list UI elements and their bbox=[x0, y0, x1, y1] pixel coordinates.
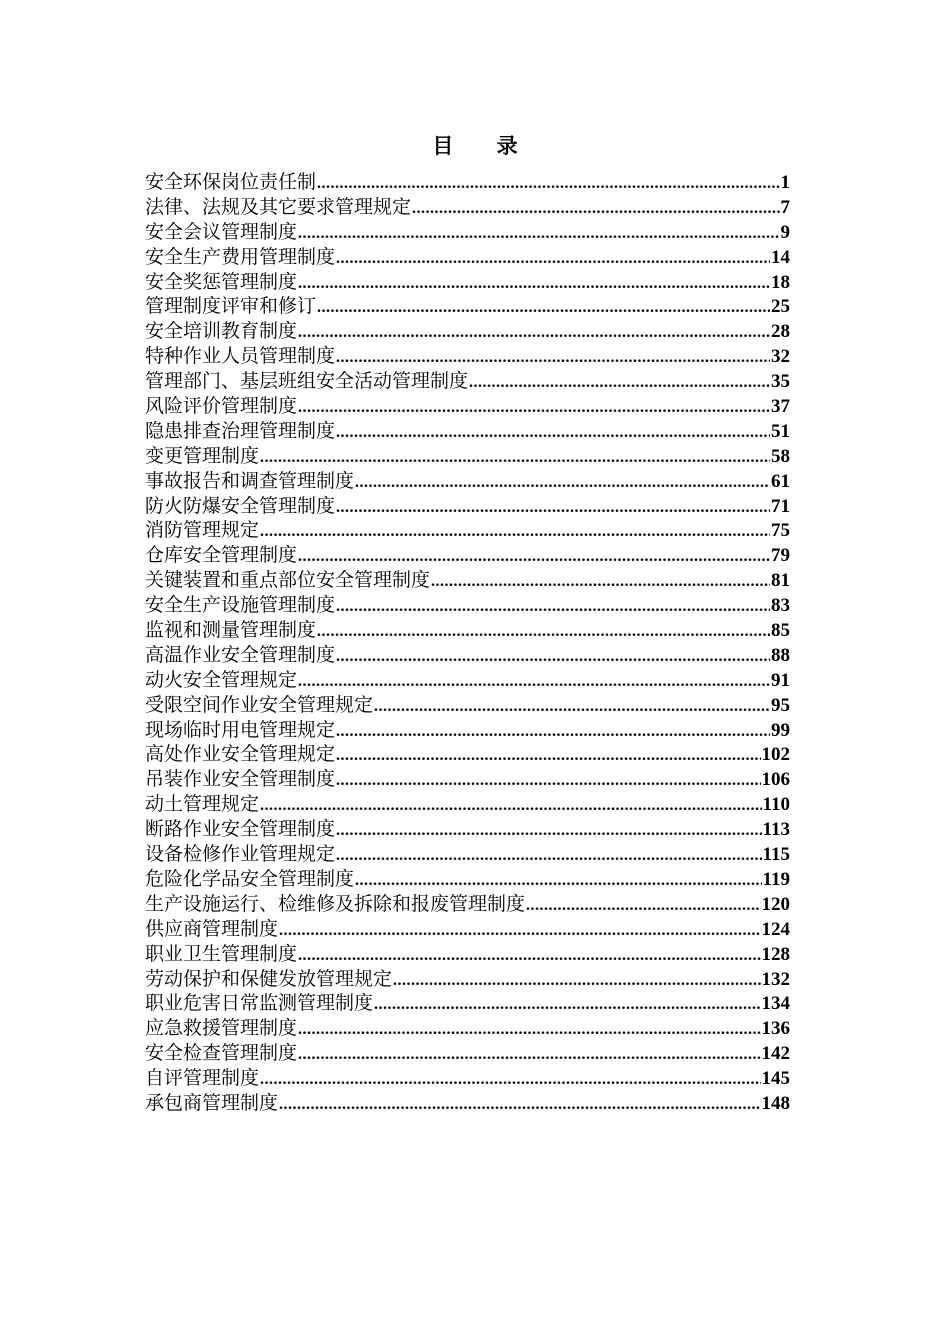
toc-entry[interactable] bbox=[145, 942, 790, 967]
toc-dot-leader bbox=[298, 670, 770, 695]
toc-dot-leader bbox=[298, 396, 770, 421]
toc-entry-page-number: 119 bbox=[762, 868, 790, 890]
toc-entry-label: 风险评价管理制度 bbox=[145, 395, 298, 418]
toc-dot-leader bbox=[336, 645, 770, 670]
toc-entry-label: 防火防爆安全管理制度 bbox=[145, 494, 336, 517]
toc-entry[interactable] bbox=[145, 494, 790, 519]
toc-entry-page-number: 124 bbox=[761, 918, 790, 940]
toc-entry-page-number: 37 bbox=[771, 396, 790, 418]
toc-entry-page-number: 14 bbox=[771, 246, 790, 268]
toc-entry-label: 职业危害日常监测管理制度 bbox=[145, 992, 374, 1015]
toc-entry[interactable] bbox=[145, 842, 790, 867]
toc-entry-page-number: 7 bbox=[780, 196, 790, 218]
toc-entry[interactable] bbox=[145, 419, 790, 444]
toc-entry-label: 事故报告和调查管理制度 bbox=[145, 469, 355, 492]
toc-entry[interactable] bbox=[145, 195, 790, 220]
toc-dot-leader bbox=[298, 222, 779, 247]
toc-entry-page-number: 128 bbox=[761, 943, 790, 965]
toc-dot-leader bbox=[317, 172, 779, 197]
toc-dot-leader bbox=[298, 272, 770, 297]
toc-entry-label: 监视和测量管理制度 bbox=[145, 619, 317, 642]
toc-list bbox=[145, 170, 790, 1116]
toc-entry[interactable] bbox=[145, 294, 790, 319]
toc-entry-label: 仓库安全管理制度 bbox=[145, 544, 298, 567]
toc-dot-leader bbox=[298, 1043, 760, 1068]
toc-entry[interactable] bbox=[145, 867, 790, 892]
toc-dot-leader bbox=[336, 844, 762, 869]
toc-dot-leader bbox=[336, 496, 770, 521]
toc-entry-label: 动土管理规定 bbox=[145, 793, 260, 816]
toc-entry-label: 安全奖惩管理制度 bbox=[145, 270, 298, 293]
toc-dot-leader bbox=[336, 346, 770, 371]
toc-entry-label: 受限空间作业安全管理规定 bbox=[145, 693, 374, 716]
toc-entry-page-number: 9 bbox=[780, 221, 790, 243]
toc-entry-page-number: 91 bbox=[771, 669, 790, 691]
toc-entry-page-number: 142 bbox=[761, 1043, 790, 1065]
toc-entry-label: 管理部门、基层班组安全活动管理制度 bbox=[145, 370, 469, 393]
toc-entry-page-number: 132 bbox=[761, 968, 790, 990]
toc-entry[interactable] bbox=[145, 220, 790, 245]
toc-dot-leader bbox=[431, 570, 770, 595]
toc-entry-label: 断路作业安全管理制度 bbox=[145, 818, 336, 841]
toc-entry[interactable] bbox=[145, 518, 790, 543]
toc-entry-label: 变更管理制度 bbox=[145, 444, 260, 467]
toc-entry-label: 现场临时用电管理规定 bbox=[145, 718, 336, 741]
toc-entry-label: 法律、法规及其它要求管理规定 bbox=[145, 195, 412, 218]
toc-entry-page-number: 136 bbox=[761, 1018, 790, 1040]
toc-entry-page-number: 115 bbox=[762, 844, 790, 866]
toc-entry-page-number: 145 bbox=[761, 1068, 790, 1090]
toc-entry-page-number: 83 bbox=[771, 595, 790, 617]
toc-entry-label: 安全环保岗位责任制 bbox=[145, 171, 317, 193]
toc-dot-leader bbox=[336, 769, 760, 794]
toc-dot-leader bbox=[469, 371, 770, 396]
toc-dot-leader bbox=[336, 421, 770, 446]
toc-entry-page-number: 35 bbox=[771, 371, 790, 393]
toc-entry[interactable] bbox=[145, 394, 790, 419]
toc-entry[interactable] bbox=[145, 568, 790, 593]
toc-entry-label: 危险化学品安全管理制度 bbox=[145, 867, 355, 890]
toc-entry-label: 应急救援管理制度 bbox=[145, 1017, 298, 1040]
toc-entry[interactable] bbox=[145, 469, 790, 494]
toc-entry-label: 高温作业安全管理制度 bbox=[145, 643, 336, 666]
toc-dot-leader bbox=[260, 446, 770, 471]
toc-entry-label: 动火安全管理规定 bbox=[145, 668, 298, 691]
toc-entry[interactable] bbox=[145, 892, 790, 917]
toc-dot-leader bbox=[298, 1018, 760, 1043]
toc-entry[interactable] bbox=[145, 1041, 790, 1066]
toc-entry[interactable] bbox=[145, 270, 790, 295]
toc-dot-leader bbox=[336, 720, 770, 745]
toc-entry[interactable] bbox=[145, 967, 790, 992]
toc-entry-label: 管理制度评审和修订 bbox=[145, 295, 317, 318]
toc-entry-page-number: 148 bbox=[761, 1092, 790, 1114]
toc-entry-page-number: 58 bbox=[771, 445, 790, 467]
toc-dot-leader bbox=[298, 545, 770, 570]
toc-entry-page-number: 110 bbox=[762, 794, 790, 816]
toc-entry[interactable] bbox=[145, 668, 790, 693]
toc-entry[interactable] bbox=[145, 792, 790, 817]
toc-entry-page-number: 28 bbox=[771, 321, 790, 343]
toc-dot-leader bbox=[336, 744, 760, 769]
toc-entry[interactable] bbox=[145, 245, 790, 270]
toc-entry[interactable] bbox=[145, 1016, 790, 1041]
toc-entry-label: 关键装置和重点部位安全管理制度 bbox=[145, 569, 431, 592]
toc-entry[interactable] bbox=[145, 991, 790, 1016]
toc-entry-page-number: 51 bbox=[771, 420, 790, 442]
toc-entry-page-number: 120 bbox=[761, 893, 790, 915]
toc-dot-leader bbox=[317, 296, 770, 321]
toc-entry-label: 安全检查管理制度 bbox=[145, 1042, 298, 1065]
toc-entry-label: 劳动保护和保健发放管理规定 bbox=[145, 967, 393, 990]
toc-entry-page-number: 95 bbox=[771, 694, 790, 716]
toc-entry[interactable] bbox=[145, 817, 790, 842]
toc-dot-leader bbox=[298, 944, 760, 969]
toc-dot-leader bbox=[355, 869, 762, 894]
toc-entry-page-number: 99 bbox=[771, 719, 790, 741]
toc-entry-label: 吊装作业安全管理制度 bbox=[145, 768, 336, 791]
toc-dot-leader bbox=[526, 894, 760, 919]
toc-dot-leader bbox=[336, 595, 770, 620]
toc-entry-label: 承包商管理制度 bbox=[145, 1091, 279, 1114]
toc-entry-page-number: 79 bbox=[771, 545, 790, 567]
toc-entry[interactable] bbox=[145, 344, 790, 369]
toc-entry-label: 设备检修作业管理规定 bbox=[145, 843, 336, 866]
toc-dot-leader bbox=[317, 620, 770, 645]
toc-entry-label: 高处作业安全管理规定 bbox=[145, 743, 336, 766]
toc-dot-leader bbox=[336, 819, 762, 844]
toc-entry-page-number: 71 bbox=[771, 495, 790, 517]
toc-entry-page-number: 61 bbox=[771, 470, 790, 492]
toc-entry-label: 隐患排查治理管理制度 bbox=[145, 419, 336, 442]
toc-entry[interactable] bbox=[145, 1066, 790, 1091]
toc-entry[interactable] bbox=[145, 767, 790, 792]
toc-entry[interactable] bbox=[145, 319, 790, 344]
toc-entry[interactable] bbox=[145, 170, 790, 195]
toc-entry-page-number: 75 bbox=[771, 520, 790, 542]
toc-entry-page-number: 134 bbox=[761, 993, 790, 1015]
toc-dot-leader bbox=[412, 197, 779, 222]
toc-dot-leader bbox=[336, 247, 770, 272]
toc-dot-leader bbox=[260, 794, 762, 819]
toc-entry-page-number: 106 bbox=[761, 769, 790, 791]
toc-entry[interactable] bbox=[145, 693, 790, 718]
toc-entry-label: 安全生产设施管理制度 bbox=[145, 594, 336, 617]
toc-entry-page-number: 113 bbox=[762, 819, 790, 841]
toc-entry-label: 自评管理制度 bbox=[145, 1067, 260, 1090]
toc-entry[interactable] bbox=[145, 543, 790, 568]
toc-entry-page-number: 85 bbox=[771, 620, 790, 642]
toc-entry[interactable] bbox=[145, 618, 790, 643]
toc-entry[interactable] bbox=[145, 742, 790, 767]
toc-dot-leader bbox=[260, 1068, 760, 1093]
toc-entry-label: 特种作业人员管理制度 bbox=[145, 345, 336, 368]
toc-dot-leader bbox=[374, 695, 770, 720]
toc-dot-leader bbox=[393, 969, 760, 994]
toc-entry[interactable] bbox=[145, 444, 790, 469]
toc-entry-label: 安全生产费用管理制度 bbox=[145, 245, 336, 268]
toc-entry-page-number: 25 bbox=[771, 296, 790, 318]
toc-entry[interactable] bbox=[145, 718, 790, 743]
toc-dot-leader bbox=[279, 919, 760, 944]
toc-dot-leader bbox=[279, 1093, 760, 1118]
toc-entry[interactable] bbox=[145, 917, 790, 942]
toc-entry[interactable] bbox=[145, 643, 790, 668]
toc-dot-leader bbox=[260, 520, 770, 545]
toc-entry-label: 安全会议管理制度 bbox=[145, 220, 298, 243]
toc-entry-page-number: 102 bbox=[761, 744, 790, 766]
toc-dot-leader bbox=[355, 471, 770, 496]
toc-entry[interactable] bbox=[145, 1091, 790, 1116]
toc-entry[interactable] bbox=[145, 369, 790, 394]
toc-entry-page-number: 32 bbox=[771, 346, 790, 368]
toc-dot-leader bbox=[298, 321, 770, 346]
toc-entry-page-number: 1 bbox=[780, 172, 790, 193]
toc-entry-label: 职业卫生管理制度 bbox=[145, 942, 298, 965]
toc-entry-page-number: 18 bbox=[771, 271, 790, 293]
toc-title: 目 录 bbox=[432, 133, 536, 158]
toc-entry-page-number: 88 bbox=[771, 644, 790, 666]
toc-entry-label: 安全培训教育制度 bbox=[145, 320, 298, 343]
toc-dot-leader bbox=[374, 993, 760, 1018]
toc-entry-page-number: 81 bbox=[771, 570, 790, 592]
toc-entry-label: 生产设施运行、检维修及拆除和报废管理制度 bbox=[145, 892, 526, 915]
toc-entry-label: 供应商管理制度 bbox=[145, 917, 279, 940]
toc-entry[interactable] bbox=[145, 593, 790, 618]
toc-entry-label: 消防管理规定 bbox=[145, 519, 260, 542]
